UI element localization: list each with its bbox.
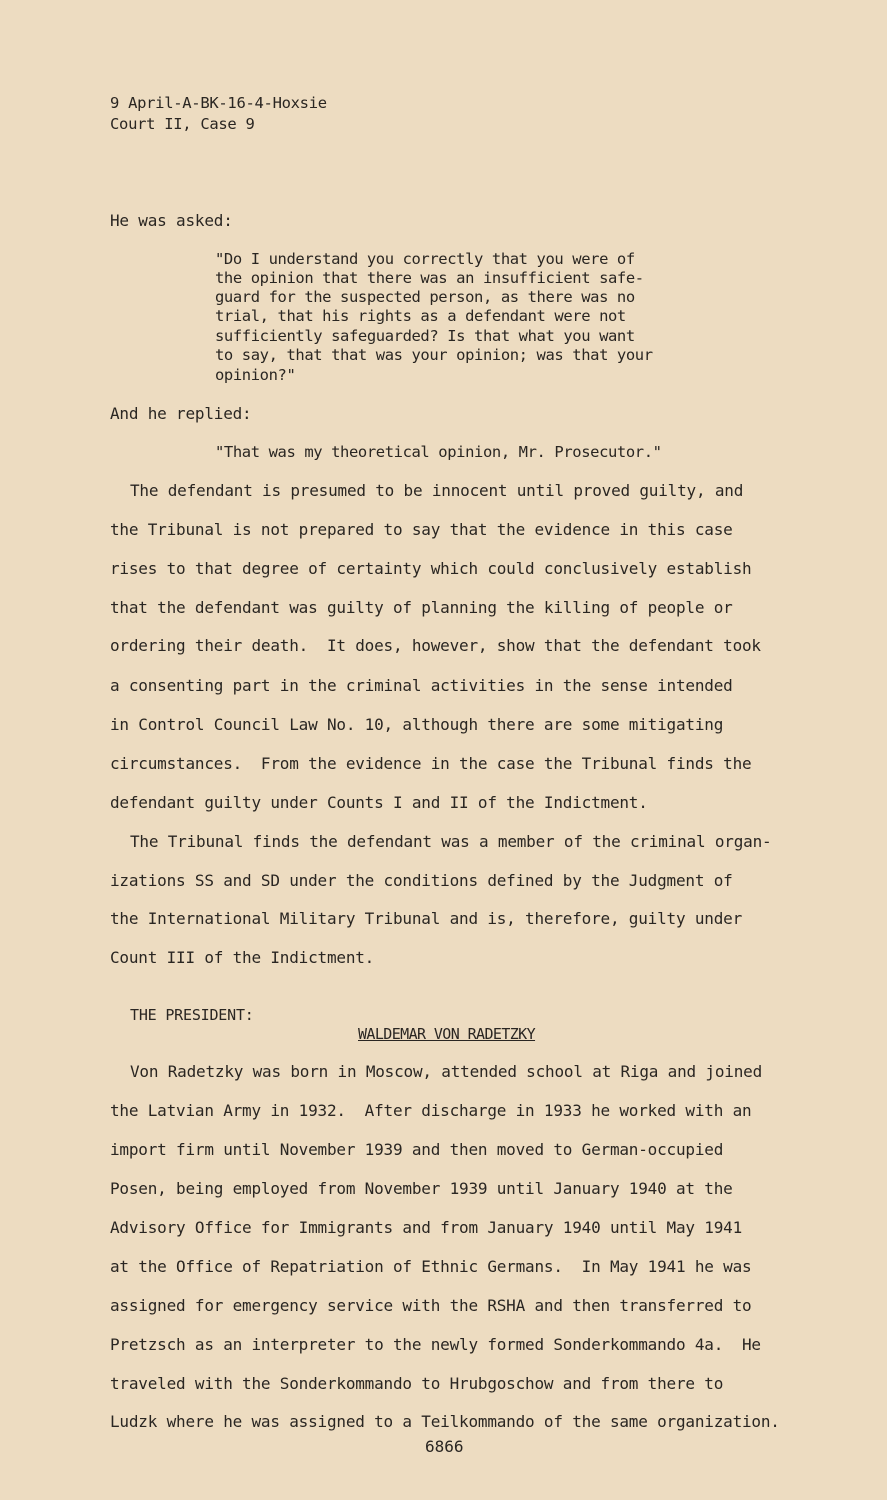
paragraph-line: Posen, being employed from November 1939 until January 1940 at the xyxy=(110,1179,733,1198)
intro-replied: And he replied: xyxy=(110,404,252,423)
paragraph-line: import firm until November 1939 and then moved to German-occupied xyxy=(110,1140,724,1159)
paragraph-line: assigned for emergency service with the RSHA and then transferred to xyxy=(110,1296,752,1315)
question-line: "Do I understand you correctly that you were of xyxy=(215,250,635,268)
paragraph-line: in Control Council Law No. 10, although there are some mitigating xyxy=(110,715,724,734)
paragraph-line: The Tribunal finds the defendant was a member of the criminal organ- xyxy=(130,832,772,851)
paragraph-line: Count III of the Indictment. xyxy=(110,948,375,967)
question-line: to say, that that was your opinion; was that your xyxy=(215,346,653,364)
question-line: opinion?" xyxy=(215,366,296,384)
intro-asked: He was asked: xyxy=(110,211,233,230)
question-line: sufficiently safeguarded? Is that what you want xyxy=(215,327,635,345)
paragraph-line: traveled with the Sonderkommando to Hrubgoschow and from there to xyxy=(110,1374,724,1393)
paragraph-line: at the Office of Repatriation of Ethnic Germans. In May 1941 he was xyxy=(110,1257,752,1276)
paragraph-line: defendant guilty under Counts I and II of the Indictment. xyxy=(110,793,648,812)
speaker-label: THE PRESIDENT: xyxy=(130,1006,254,1024)
paragraph-line: izations SS and SD under the conditions defined by the Judgment of xyxy=(110,871,733,890)
question-line: the opinion that there was an insufficient safe- xyxy=(215,269,644,287)
paragraph-line: ordering their death. It does, however, show that the defendant took xyxy=(110,636,761,655)
paragraph-line: Pretzsch as an interpreter to the newly formed Sonderkommando 4a. He xyxy=(110,1335,761,1354)
paragraph-line: rises to that degree of certainty which could conclusively establish xyxy=(110,559,752,578)
question-line: guard for the suspected person, as there was no xyxy=(215,288,635,306)
paragraph-line: Von Radetzky was born in Moscow, attended school at Riga and joined xyxy=(130,1062,762,1081)
paragraph-line: that the defendant was guilty of planning the killing of people or xyxy=(110,598,733,617)
header-line-1: 9 April-A-BK-16-4-Hoxsie xyxy=(110,94,327,112)
paragraph-line: Ludzk where he was assigned to a Teilkommando of the same organization. xyxy=(110,1412,780,1431)
paragraph-line: circumstances. From the evidence in the case the Tribunal finds the xyxy=(110,754,752,773)
paragraph-line: Advisory Office for Immigrants and from January 1940 until May 1941 xyxy=(110,1218,742,1237)
page-number: 6866 xyxy=(425,1437,464,1456)
header-line-2: Court II, Case 9 xyxy=(110,115,255,133)
paragraph-line: a consenting part in the criminal activities in the sense intended xyxy=(110,676,733,695)
paragraph-line: The defendant is presumed to be innocent until proved guilty, and xyxy=(130,481,744,500)
section-heading: WALDEMAR VON RADETZKY xyxy=(358,1025,536,1043)
paragraph-line: the Tribunal is not prepared to say that the evidence in this case xyxy=(110,520,733,539)
reply-quote: "That was my theoretical opinion, Mr. Prosecutor." xyxy=(215,443,662,461)
question-line: trial, that his rights as a defendant were not xyxy=(215,307,626,325)
paragraph-line: the International Military Tribunal and is, therefore, guilty under xyxy=(110,909,742,928)
paragraph-line: the Latvian Army in 1932. After discharge in 1933 he worked with an xyxy=(110,1101,752,1120)
